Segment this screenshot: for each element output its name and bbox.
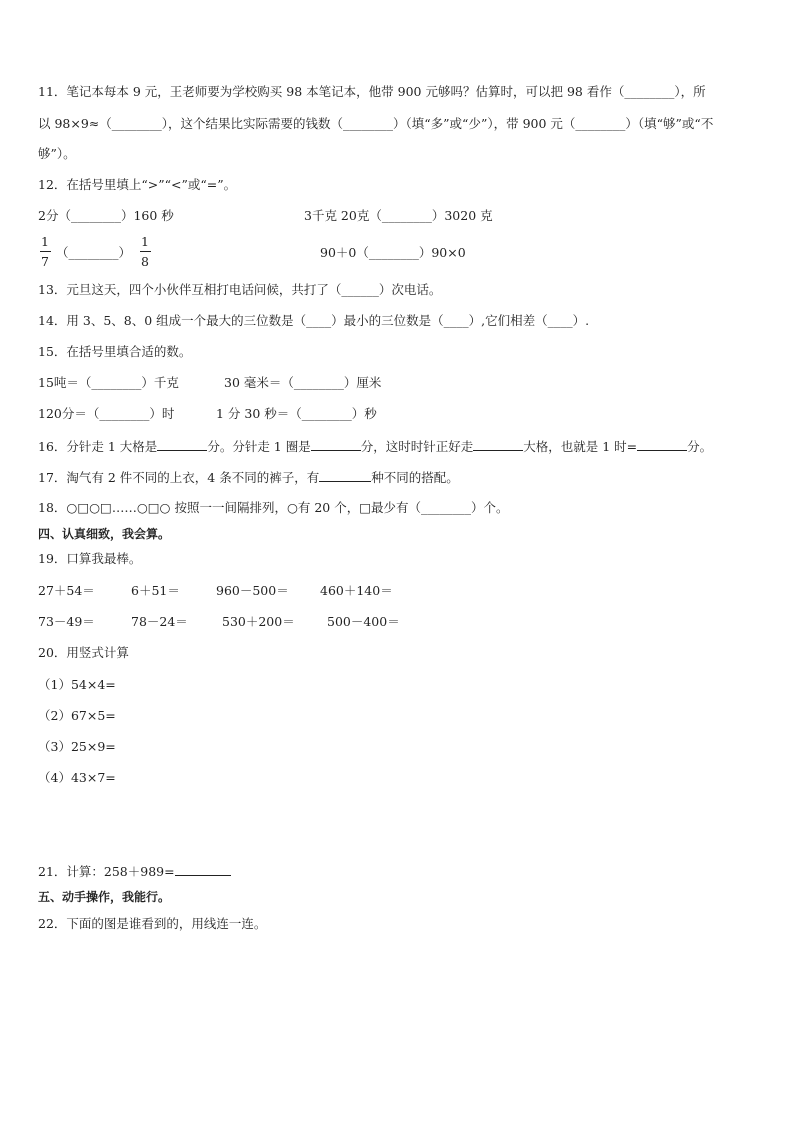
q20-title: 20．用竖式计算 [38, 645, 129, 660]
q15-item-a: 15吨＝（________）千克 [38, 375, 179, 390]
q17-part2: 种不同的搭配。 [371, 470, 459, 485]
section-4-heading: 四、认真细致，我会算。 [38, 527, 171, 541]
q15-item-b: 30 毫米＝（________）厘米 [224, 375, 382, 390]
q22-text: 22．下面的图是谁看到的，用线连一连。 [38, 916, 267, 931]
q20-item-2: （2）67×5= [38, 708, 116, 723]
q12-frac1-numerator: 1 [41, 234, 49, 249]
q12-frac2-bar [140, 251, 151, 252]
q16-blank-2 [311, 438, 361, 451]
q17-part1: 17．淘气有 2 件不同的上衣，4 条不同的裤子，有 [38, 470, 320, 485]
q19-r2-c1: 73－49＝ [38, 614, 95, 629]
q19-r1-c3: 960－500＝ [216, 583, 289, 598]
q16-part4: 大格，也就是 1 时= [523, 439, 638, 454]
q12-frac2-numerator: 1 [141, 234, 149, 249]
q16-blank-4 [637, 438, 687, 451]
q13-text: 13．元旦这天，四个小伙伴互相打电话问候，共打了（______）次电话。 [38, 282, 442, 297]
q16-part1: 16．分针走 1 大格是 [38, 439, 158, 454]
q15-item-c: 120分＝（________）时 [38, 406, 175, 421]
q21-expression: 21．计算：258＋989= [38, 864, 175, 879]
q19-r2-c3: 530＋200＝ [222, 614, 295, 629]
section-5-heading: 五、动手操作，我能行。 [38, 890, 171, 904]
q14-text: 14．用 3、5、8、0 组成一个最大的三位数是（____）最小的三位数是（____）,它们相差（____）. [38, 313, 590, 328]
q12-compare-d: 90＋0（________）90×0 [320, 245, 466, 260]
q20-item-4: （4）43×7= [38, 770, 116, 785]
q16-blank-3 [473, 438, 523, 451]
q16-blank-1 [157, 438, 207, 451]
q12-compare-b: 3千克 20克（________）3020 克 [304, 208, 493, 223]
q12-compare-a: 2分（________）160 秒 [38, 208, 174, 223]
q16-part5: 分。 [687, 439, 713, 454]
q15-item-d: 1 分 30 秒＝（________）秒 [216, 406, 377, 421]
q19-r1-c4: 460＋140＝ [320, 583, 393, 598]
q16-part3: 分，这时时针正好走 [360, 439, 474, 454]
q21-text [38, 863, 231, 880]
q19-r2-c2: 78－24＝ [131, 614, 188, 629]
q19-r1-c2: 6＋51＝ [131, 583, 180, 598]
q19-r1-c1: 27＋54＝ [38, 583, 95, 598]
q12-frac2-denominator: 8 [141, 254, 149, 269]
q12-fraction-blank: （________） [56, 245, 132, 260]
q12-frac1-denominator: 7 [41, 254, 49, 269]
q12-title: 12．在括号里填上“>”“<”或“=”。 [38, 177, 237, 192]
q17-blank [319, 469, 371, 482]
q20-item-3: （3）25×9= [38, 739, 116, 754]
q11-line2: 以 98×9≈（________），这个结果比实际需要的钱数（________）（填“多”或“少”），带 900 元（________）（填“够”或“不 [38, 116, 714, 131]
q19-r2-c4: 500－400＝ [327, 614, 400, 629]
q15-title: 15．在括号里填合适的数。 [38, 344, 192, 359]
q11-line3: 够”）。 [38, 146, 76, 161]
q20-item-1: （1）54×4= [38, 677, 116, 692]
q21-answer-blank [175, 863, 231, 876]
q11-line1: 11．笔记本每本 9 元，王老师要为学校购买 98 本笔记本，他带 900 元够吗？估算时，可以把 98 看作（________），所 [38, 84, 706, 99]
q16-part2: 分。分针走 1 圈是 [207, 439, 311, 454]
q12-frac1-bar [40, 251, 51, 252]
q17-text [38, 469, 459, 486]
q18-text: 18．○□○□……○□○ 按照一一间隔排列，○有 20 个，□最少有（________）个。 [38, 500, 509, 515]
q19-title: 19．口算我最棒。 [38, 551, 142, 566]
q16-text [38, 438, 712, 455]
